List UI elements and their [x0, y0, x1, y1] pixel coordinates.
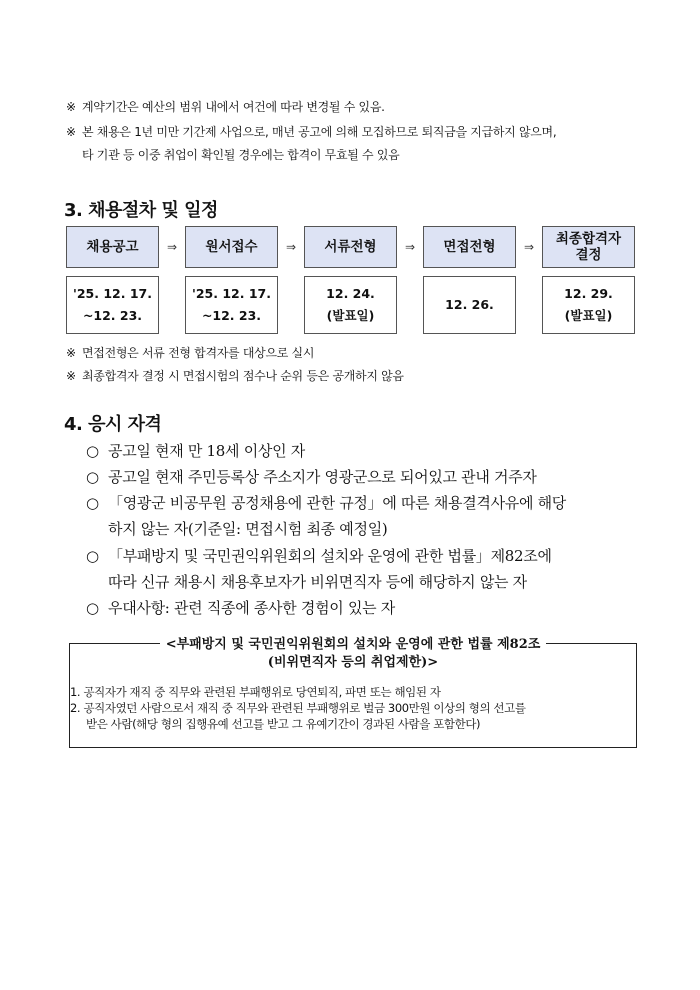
- step-row: [66, 226, 636, 268]
- law-item-2-cont: 받은 사람(해당 형의 집행유예 선고를 받고 그 유예기간이 경과된 사람을 포함한다): [86, 717, 481, 731]
- qualification-anticorruption-cont: 따라 신규 채용시 채용후보자가 비위면직자 등에 해당하지 않는 자: [108, 573, 527, 591]
- law-item-1: 1. 공직자가 재직 중 직무와 관련된 부패행위로 당연퇴직, 파면 또는 해임된 자: [70, 685, 441, 699]
- note-score-private: ※ 최종합격자 결정 시 면접시험의 점수나 순위 등은 공개하지 않음: [66, 369, 404, 383]
- qualification-preference: ○ 우대사항: 관련 직종에 종사한 경험이 있는 자: [86, 599, 395, 617]
- note-contract-period: ※ 계약기간은 예산의 범위 내에서 여건에 따라 변경될 수 있음.: [66, 100, 385, 114]
- arrow-icon: ⇒: [404, 240, 416, 254]
- section-4-title: 4. 응시 자격: [64, 414, 162, 435]
- recruitment-flow: [66, 226, 636, 334]
- qualification-disqualification: ○ 「영광군 비공무원 공정채용에 관한 규정」에 따른 채용결격사유에 해당: [86, 494, 566, 512]
- note-dual-employment: 타 기관 등 이중 취업이 확인될 경우에는 합격이 무효될 수 있음: [82, 148, 400, 162]
- date-document-screening: 12. 24. (발표일): [304, 276, 397, 334]
- law-excerpt-box: [69, 637, 637, 748]
- date-final-decision: 12. 29. (발표일): [542, 276, 635, 334]
- note-severance: ※ 본 채용은 1년 미만 기간제 사업으로, 매년 공고에 의해 모집하므로 퇴직금을 지급하지 않으며,: [66, 125, 557, 139]
- date-interview: 12. 26.: [423, 276, 516, 334]
- arrow-icon: ⇒: [166, 240, 178, 254]
- qualification-age: ○ 공고일 현재 만 18세 이상인 자: [86, 442, 305, 460]
- law-item-2: 2. 공직자였던 사람으로서 재직 중 직무와 관련된 부패행위로 벌금 300만원 이상의 형의 선고를: [70, 701, 526, 715]
- step-document-screening: 서류전형: [304, 226, 397, 268]
- qualification-disqualification-cont: 하지 않는 자(기준일: 면접시험 최종 예정일): [108, 520, 388, 538]
- qualification-residence: ○ 공고일 현재 주민등록상 주소지가 영광군으로 되어있고 관내 거주자: [86, 468, 537, 486]
- note-interview-target: ※ 면접전형은 서류 전형 합격자를 대상으로 실시: [66, 346, 315, 360]
- step-final-decision: 최종합격자 결정: [542, 226, 635, 268]
- date-row: [66, 276, 636, 334]
- date-announcement: '25. 12. 17. ~12. 23.: [66, 276, 159, 334]
- date-application: '25. 12. 17. ~12. 23.: [185, 276, 278, 334]
- qualification-anticorruption: ○ 「부패방지 및 국민권익위원회의 설치와 운영에 관한 법률」제82조에: [86, 547, 552, 565]
- arrow-icon: ⇒: [523, 240, 535, 254]
- law-title: <부패방지 및 국민권익위원회의 설치와 운영에 관한 법률 제82조 (비위면직자 등의 취업제한)>: [70, 636, 636, 672]
- step-application: 원서접수: [185, 226, 278, 268]
- section-3-title: 3. 채용절차 및 일정: [64, 200, 218, 221]
- step-interview: 면접전형: [423, 226, 516, 268]
- step-announcement: 채용공고: [66, 226, 159, 268]
- arrow-icon: ⇒: [285, 240, 297, 254]
